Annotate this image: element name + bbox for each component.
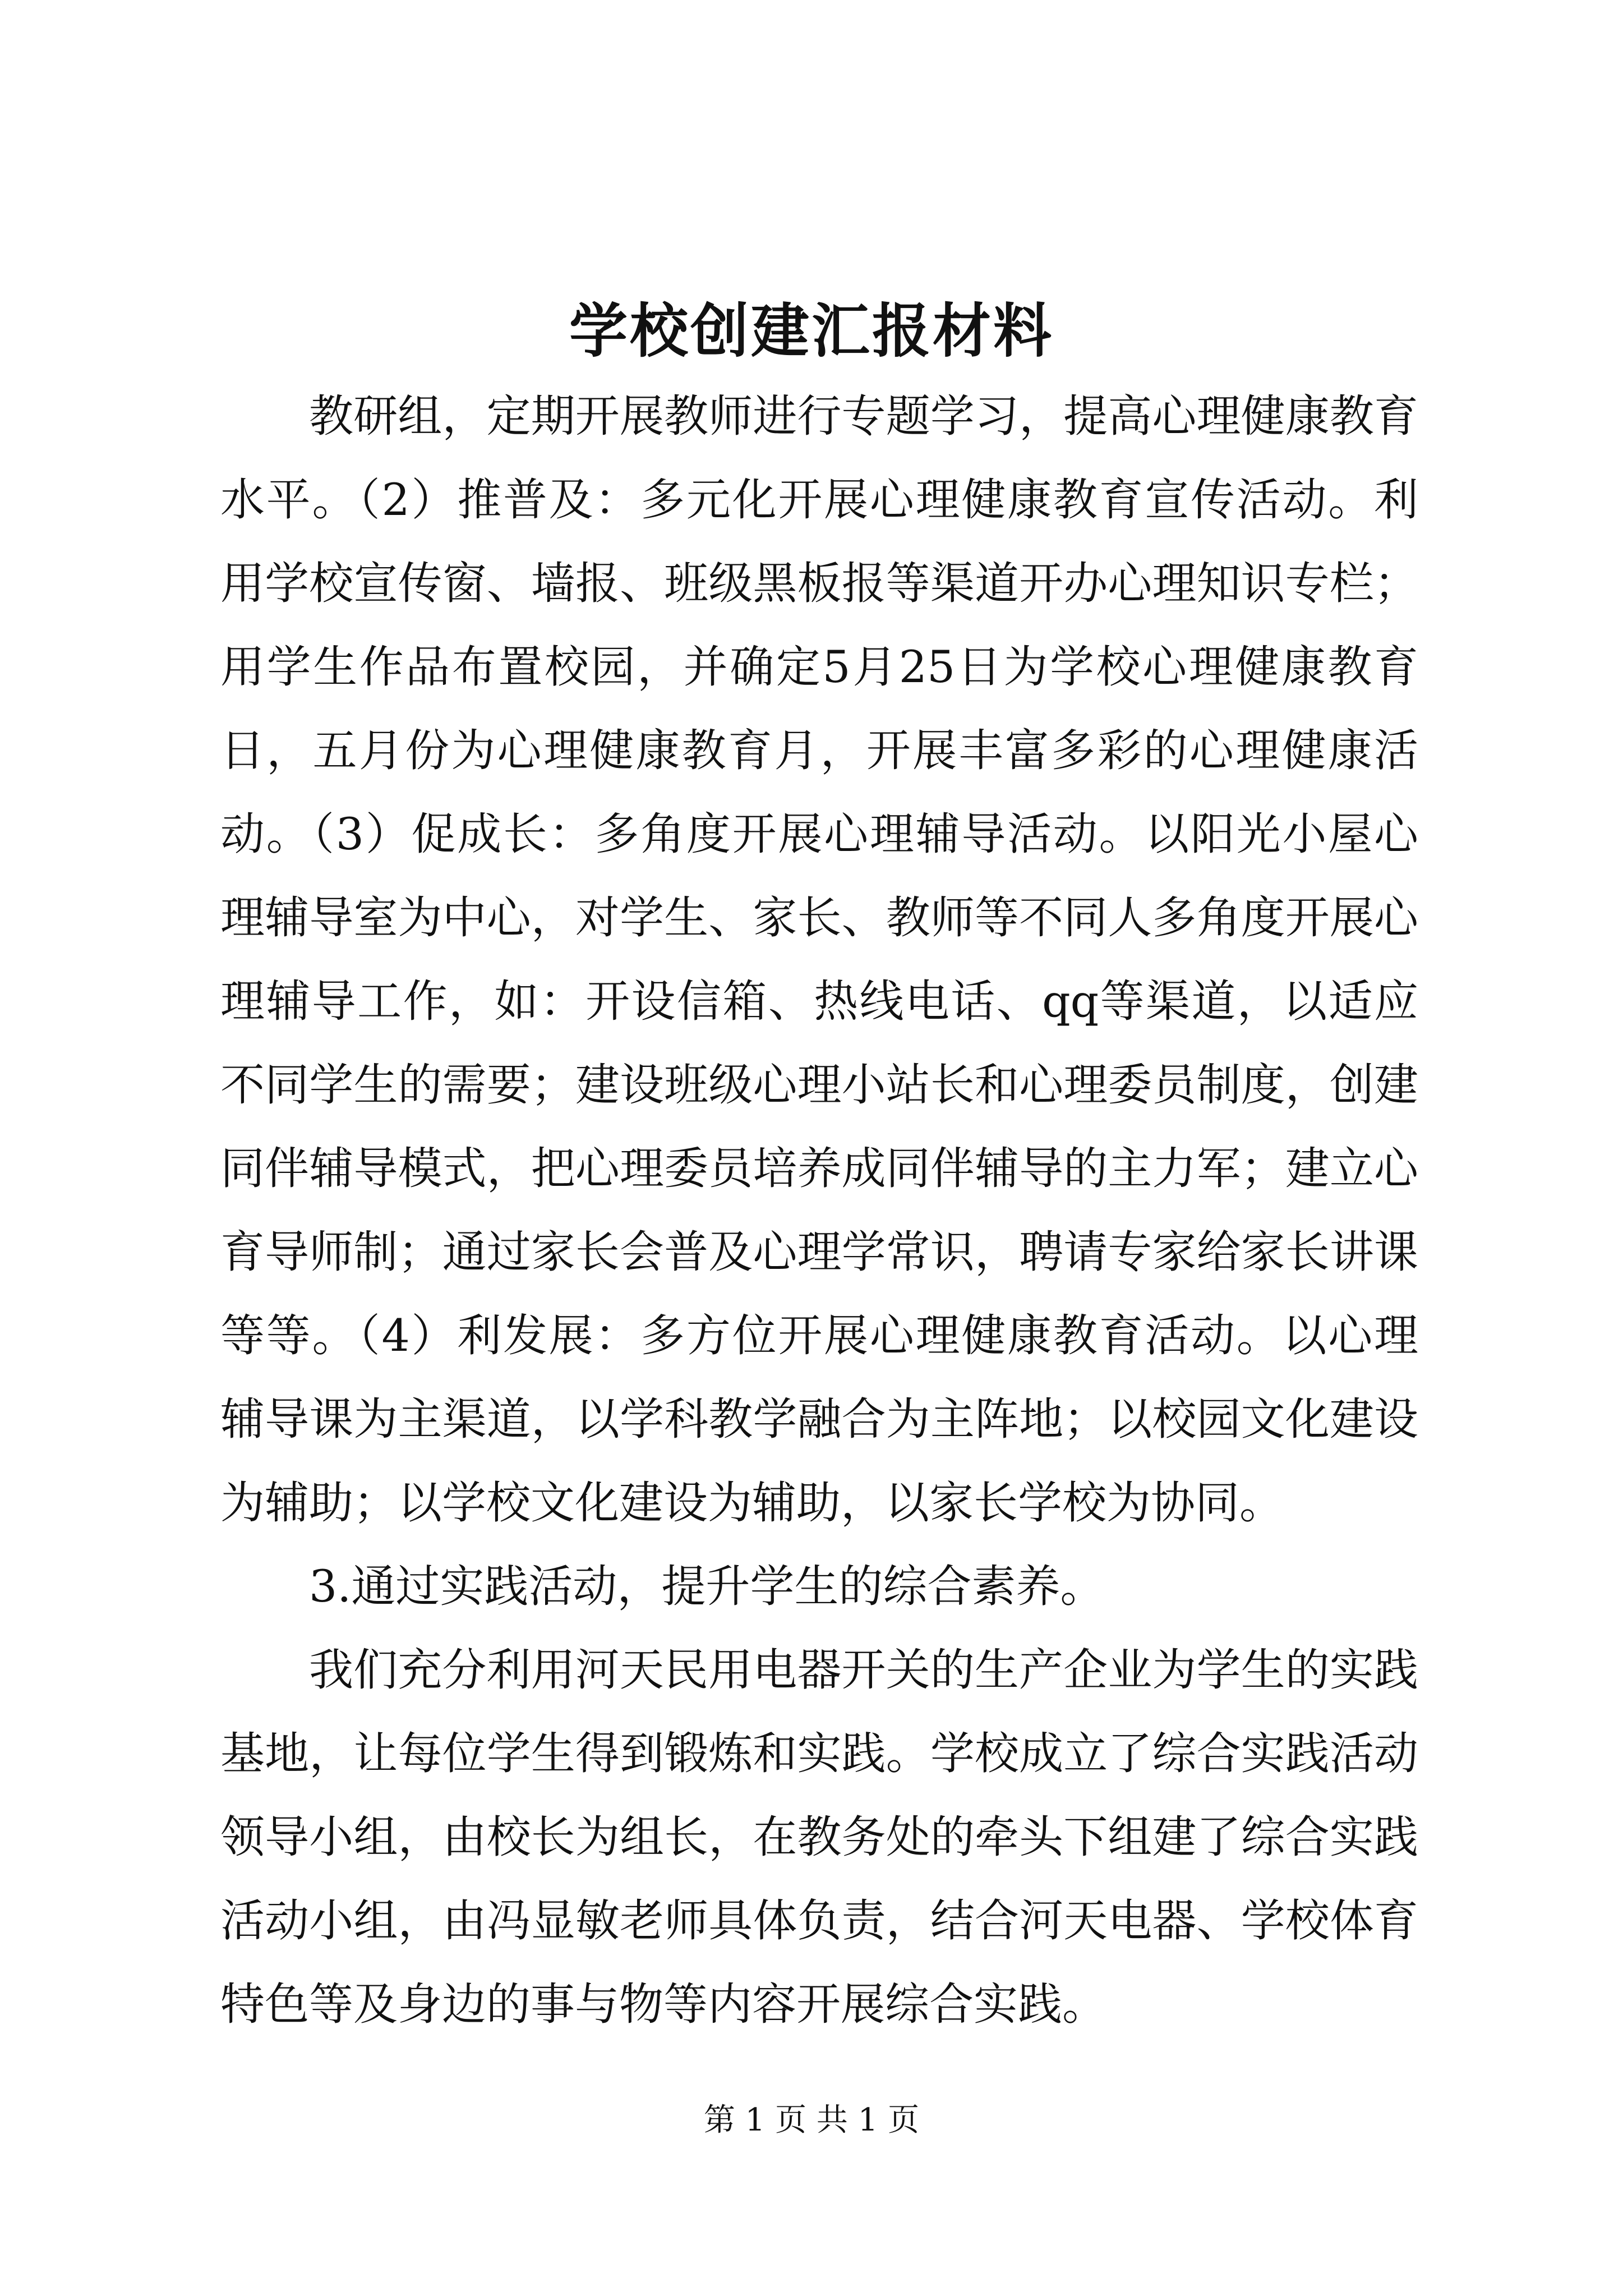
document-title: 学校创建汇报材料 xyxy=(569,296,1054,365)
paragraph-1: 教研组，定期开展教师进行专题学习，提高心理健康教育水平。（2）推普及：多元化开展心理健康教育宣传活动。利用学校宣传窗、墙报、班级黑板报等渠道开办心理知识专栏；用学生作品布置校园，并确定5月25日为学校心理健康教育日，五月份为心理健康教育月，开展丰富多彩的心理健康活动。（3）促成长：多角度开展心理辅导活动。以阳光小屋心理辅导室为中心，对学生、家长、教师等不同人多角度开展心理辅导工作，如：开设信箱、热线电话、qq等渠道，以适应不同学生的需要；建设班级心理小站长和心理委员制度，创建同伴辅导模式，把心理委员培养成同伴辅导的主力军；建立心育导师制；通过家长会普及心理学常识，聘请专家给家长讲课等等。（4）利发展：多方位开展心理健康教育活动。以心理辅导课为主渠道，以学科教学融合为主阵地；以校园文化建设为辅助；以学校文化建设为辅助，以家长学校为协同。 xyxy=(220,390,1418,1529)
page-footer: 第 1 页 共 1 页 xyxy=(703,2102,920,2138)
paragraph-2-heading: 3.通过实践活动，提升学生的综合素养。 xyxy=(309,1561,1105,1612)
document-body xyxy=(220,375,1418,2046)
paragraph-3: 我们充分利用河天民用电器开关的生产企业为学生的实践基地，让每位学生得到锻炼和实践。学校成立了综合实践活动领导小组，由校长为组长，在教务处的牵头下组建了综合实践活动小组，由冯显敏老师具体负责，结合河天电器、学校体育特色等及身边的事与物等内容开展综合实践。 xyxy=(220,1644,1418,2030)
